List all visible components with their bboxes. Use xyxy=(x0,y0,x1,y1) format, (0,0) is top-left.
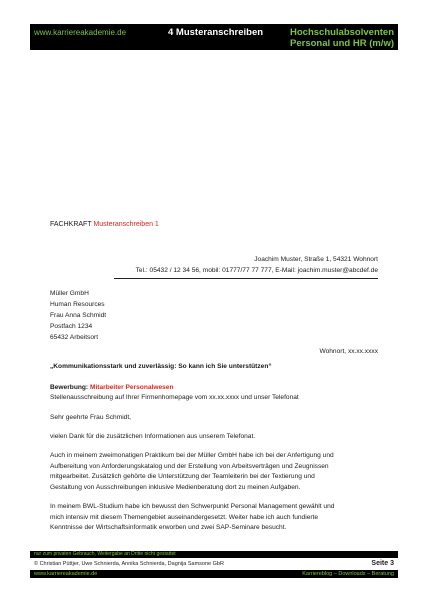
header-title: 4 Musteranschreiben xyxy=(168,27,264,38)
sender-contact: Tel.: 05432 / 12 34 56, mobil: 01777/77 77 777, E-Mail: joachim.muster@abcdef.de xyxy=(135,267,378,274)
paragraph-line: In meinem BWL-Studium habe ich bewusst den Schwerpunkt Personal Management gewählt und xyxy=(50,503,335,510)
paragraph-line: vielen Dank für die zusätzlichen Informationen aus unserem Telefonat. xyxy=(50,433,256,440)
header-category-line2: Personal und HR (m/w) xyxy=(290,38,394,49)
paragraph-line: Aufbereitung von Anforderungskatalog und der Erstellung von Arbeitsverträgen und Zeugnissen xyxy=(50,462,329,470)
sender-divider xyxy=(114,278,378,279)
recipient-line: 65432 Arbeitsort xyxy=(50,334,99,341)
page-number: Seite 3 xyxy=(371,560,394,567)
salutation: Sehr geehrte Frau Schmidt, xyxy=(50,414,131,421)
footer-info xyxy=(30,559,398,570)
footer-copyright: © Christian Püttjer, Uwe Schnierda, Annika Schnierda, Dagnija Samsone GbR xyxy=(34,561,224,567)
subject-reference: Stellenausschreibung auf Ihrer Firmenhomepage vom xx.xx.xxxx und unser Telefonat xyxy=(50,394,299,401)
paragraph-line: mich intensiv mit diesem Themengebiet auseinandergesetzt. Weiter habe ich auch fundierte xyxy=(50,513,319,521)
recipient-block xyxy=(50,288,106,343)
subject-position: Mitarbeiter Personalwesen xyxy=(89,384,174,391)
header-category xyxy=(290,27,394,49)
paragraph-line: Kenntnisse der Wirtschaftsinformatik erworben und zwei SAP-Seminare besucht. xyxy=(50,524,287,532)
paragraph-line: Auch in meinem zweimonatigen Praktikum bei der Müller GmbH habe ich bei der Anfertigung und xyxy=(50,452,334,459)
body-paragraph xyxy=(50,432,255,443)
letter-label-prefix: FACHKRAFT xyxy=(50,221,92,228)
header-site[interactable]: www.karriereakademie.de xyxy=(34,28,127,37)
recipient-line: Postfach 1234 xyxy=(50,323,93,330)
header-category-line1: Hochschulabsolventen xyxy=(290,27,394,38)
recipient-line: Human Resources xyxy=(50,301,105,308)
letter-label xyxy=(50,220,159,229)
body-paragraph xyxy=(50,451,334,493)
sender-address: Joachim Muster, Straße 1, 54321 Wohnort xyxy=(254,256,378,263)
recipient-line: Müller GmbH xyxy=(50,290,89,297)
subject-label: Bewerbung: xyxy=(50,384,89,391)
footer-bar xyxy=(30,570,398,578)
page-header xyxy=(30,24,398,50)
recipient-line: Frau Anna Schmidt xyxy=(50,312,107,319)
footer-notice-bar xyxy=(30,551,398,558)
subject-line xyxy=(50,383,174,392)
footer-notice: nur zum privaten Gebrauch, Weitergabe an Dritte nicht gestattet xyxy=(34,551,176,557)
letter-label-name: Musteranschreiben 1 xyxy=(93,221,159,228)
paragraph-line: mitgearbeitet. Zusätzlich gehörte die Unterstützung der Teamleiterin bei der Textierung und xyxy=(50,473,315,481)
paragraph-line: Gestaltung von Ausschreibungen inklusive Medienberatung dort zu meinen Aufgaben. xyxy=(50,483,301,491)
body-paragraph xyxy=(50,502,334,534)
footer-site-link[interactable]: www.karriereakademie.de xyxy=(34,571,98,577)
letter-tagline: „Kommunikationsstark und zuverlässig: So kann ich Sie unterstützen“ xyxy=(50,363,272,370)
footer-links[interactable]: Karriereblog – Downloads – Beratung xyxy=(302,571,394,577)
letter-date: Wohnort, xx.xx.xxxx xyxy=(319,348,378,355)
